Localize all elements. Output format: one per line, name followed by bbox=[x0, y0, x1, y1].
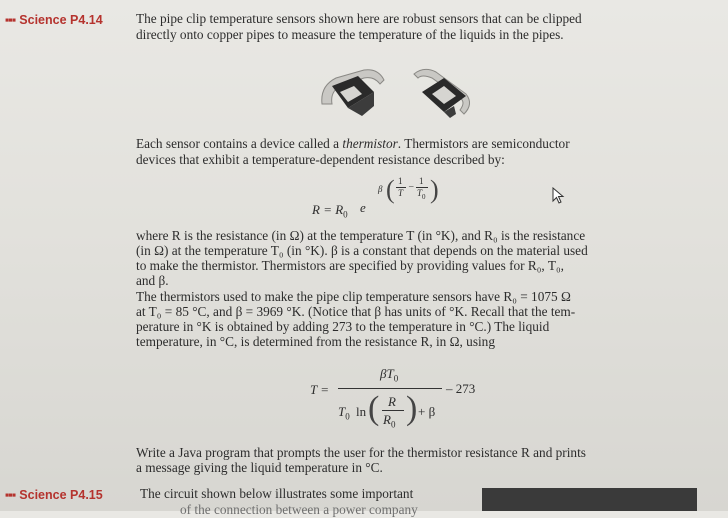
intro-line-1: The pipe clip temperature sensors shown here are robust sensors that can be clipped bbox=[136, 11, 582, 26]
therm-line-2: at T₀ = 85 °C, and β = 3969 °K. (Notice that β has units of °K. Recall that the tem- bbox=[136, 304, 576, 319]
problem-marker: ▪▪▪ bbox=[5, 488, 16, 502]
therm-line-1: The thermistors used to make the pipe clip temperature sensors have R₀ = 1075 Ω bbox=[136, 289, 571, 304]
para1-line-2: devices that exhibit a temperature-dependent resistance described by: bbox=[136, 152, 505, 167]
problem-marker: ▪▪▪ bbox=[5, 13, 16, 27]
therm-line-4: temperature, in °C, is determined from the resistance R, in Ω, using bbox=[136, 334, 495, 349]
intro-line-2: directly onto copper pipes to measure the temperature of the liquids in the pipes. bbox=[136, 27, 564, 42]
sensor-image-right bbox=[404, 64, 476, 120]
equation-temperature: T = $\beta T_0$ – 273 $T_0$ ln ( R $R_0$ ) + β bbox=[310, 366, 476, 430]
where-line-2: (in Ω) at the temperature T₀ (in °K). β is a constant that depends on the material used bbox=[136, 243, 588, 258]
task-line-2: a message giving the liquid temperature in °C. bbox=[136, 460, 383, 475]
problem-number: Science P4.15 bbox=[19, 488, 103, 502]
para1-line-1: Each sensor contains a device called a thermistor. Thermistors are semiconductor bbox=[136, 136, 570, 151]
problem-label-p414 bbox=[5, 13, 103, 27]
where-line-3: to make the thermistor. Thermistors are specified by providing values for R₀, T₀, bbox=[136, 258, 564, 273]
where-line-4: and β. bbox=[136, 273, 169, 288]
therm-line-3: perature in °K is obtained by adding 273 to the temperature in °C.) The liquid bbox=[136, 319, 550, 334]
problem-label-p415 bbox=[5, 488, 103, 502]
task-line-1: Write a Java program that prompts the user for the thermistor resistance R and prints bbox=[136, 445, 586, 460]
circuit-figure-partial bbox=[482, 488, 697, 511]
term-thermistor: thermistor bbox=[342, 136, 398, 151]
p415-line-1: The circuit shown below illustrates some important bbox=[140, 486, 414, 501]
sensor-image-left bbox=[318, 64, 390, 120]
problem-number: Science P4.14 bbox=[19, 13, 103, 27]
mouse-cursor-icon bbox=[552, 187, 566, 205]
equation-resistance: $R = R_0$ e β ( 1 T – 1 $T_0$ ) bbox=[312, 175, 439, 220]
p415-line-2: of the connection between a power company bbox=[180, 502, 418, 517]
where-line-1: where R is the resistance (in Ω) at the temperature T (in °K), and R₀ is the resistance bbox=[136, 228, 586, 243]
